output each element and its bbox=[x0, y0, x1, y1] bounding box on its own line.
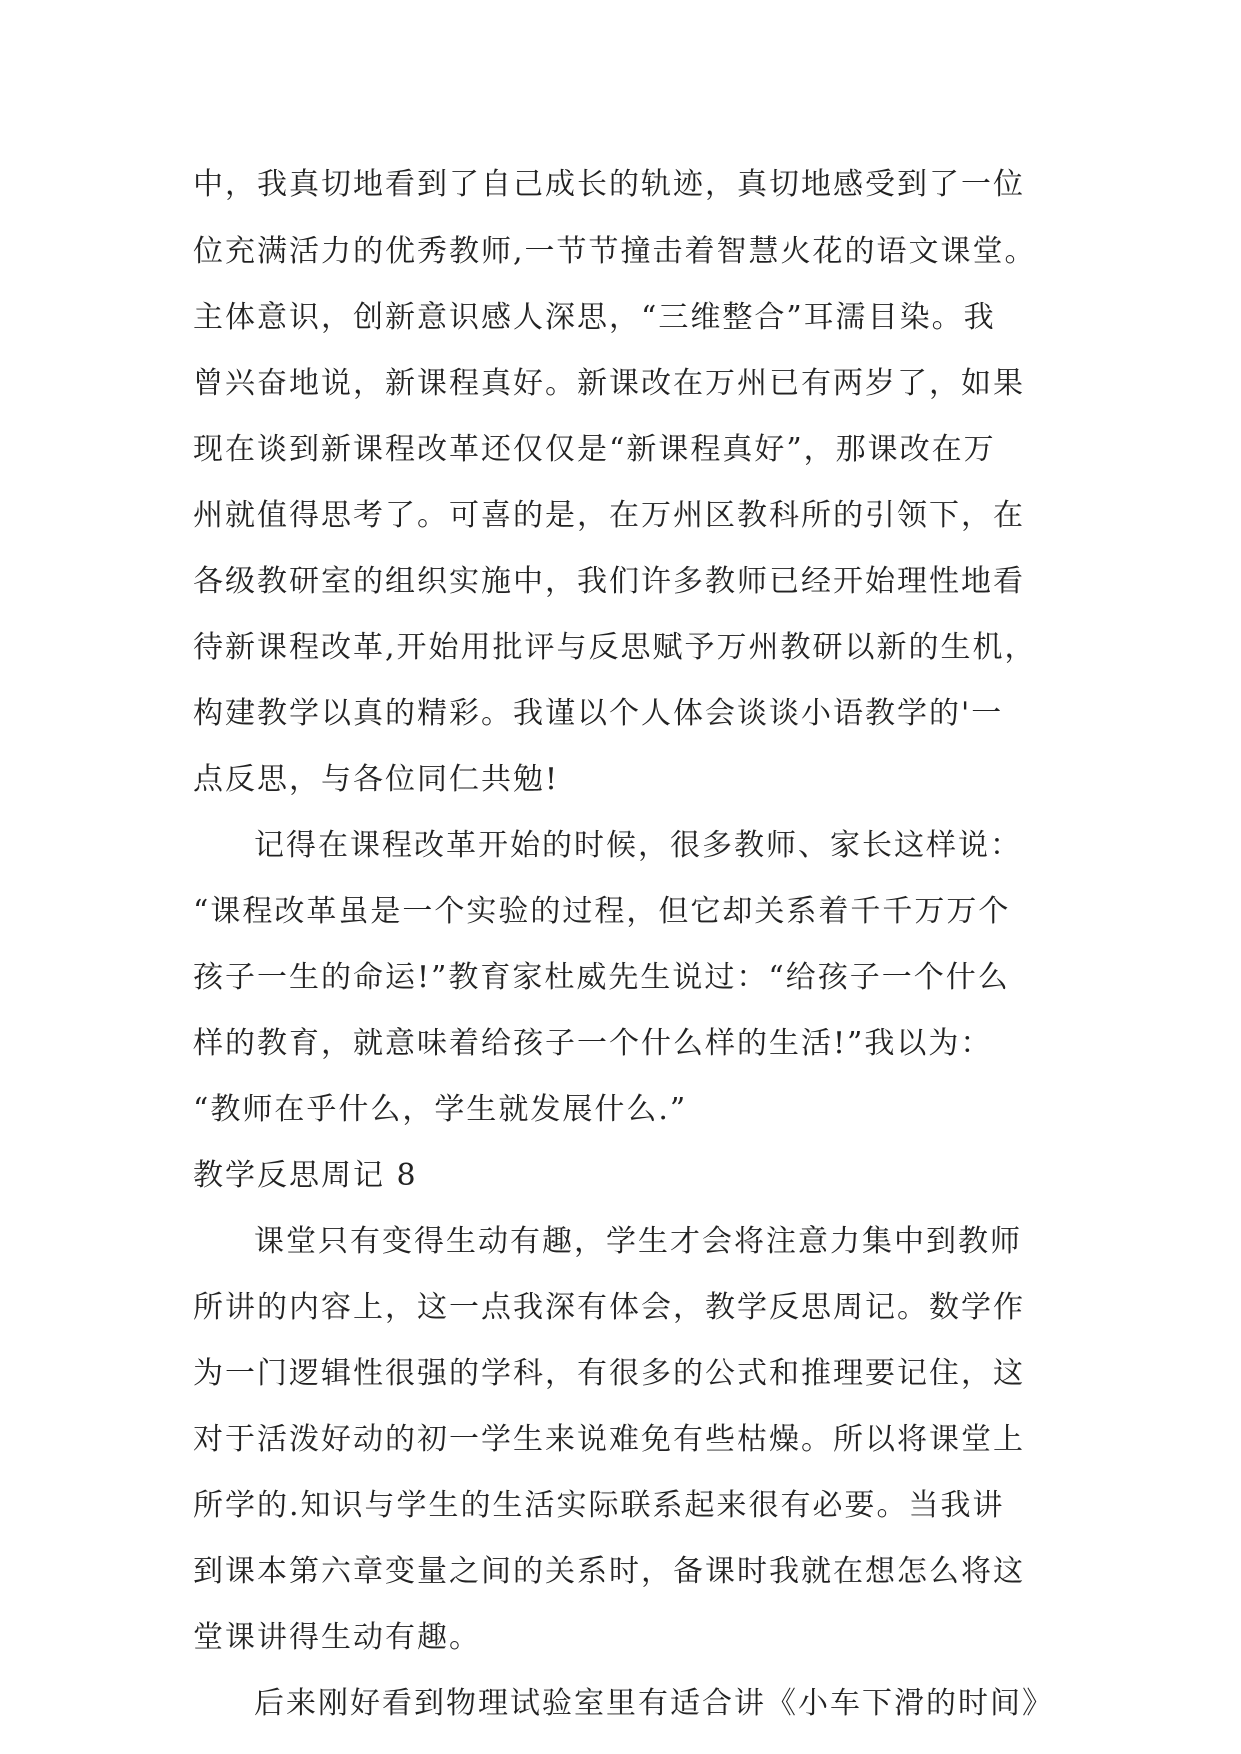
paragraph-start-line: 记得在课程改革开始的时候，很多教师、家长这样说： bbox=[254, 828, 1022, 863]
section-heading: 教学反思周记 8 bbox=[193, 1158, 418, 1193]
text-line: 州就值得思考了。可喜的是，在万州区教科所的引领下，在 bbox=[193, 498, 1025, 533]
text-line: 曾兴奋地说，新课程真好。新课改在万州已有两岁了，如果 bbox=[193, 366, 1025, 401]
text-line: 主体意识，创新意识感人深思，“三维整合”耳濡目染。我 bbox=[193, 300, 996, 335]
text-line: 中，我真切地看到了自己成长的轨迹，真切地感受到了一位 bbox=[193, 167, 1025, 202]
text-line: 到课本第六章变量之间的关系时，备课时我就在想怎么将这 bbox=[193, 1554, 1025, 1589]
text-line: 所讲的内容上，这一点我深有体会，教学反思周记。数学作 bbox=[193, 1290, 1025, 1325]
text-line: 位充满活力的优秀教师,一节节撞击着智慧火花的语文课堂。 bbox=[193, 234, 1037, 269]
text-line: “教师在乎什么，学生就发展什么.” bbox=[193, 1092, 688, 1127]
text-line: 现在谈到新课程改革还仅仅是“新课程真好”，那课改在万 bbox=[193, 432, 996, 467]
text-line: 构建教学以真的精彩。我谨以个人体会谈谈小语教学的'一 bbox=[193, 696, 1004, 731]
text-line: 对于活泼好动的初一学生来说难免有些枯燥。所以将课堂上 bbox=[193, 1422, 1025, 1457]
text-line: 堂课讲得生动有趣。 bbox=[193, 1620, 481, 1655]
text-line: 孩子一生的命运!”教育家杜威先生说过：“给孩子一个什么 bbox=[193, 960, 1010, 995]
paragraph-start-line: 课堂只有变得生动有趣，学生才会将注意力集中到教师 bbox=[254, 1224, 1022, 1259]
text-line: 点反思，与各位同仁共勉! bbox=[193, 762, 560, 797]
text-line: 所学的.知识与学生的生活实际联系起来很有必要。当我讲 bbox=[193, 1488, 1005, 1523]
paragraph-start-line: 后来刚好看到物理试验室里有适合讲《小车下滑的时间》 bbox=[254, 1686, 1054, 1721]
text-line: 样的教育，就意味着给孩子一个什么样的生活!”我以为： bbox=[193, 1026, 993, 1061]
text-line: 为一门逻辑性很强的学科，有很多的公式和推理要记住，这 bbox=[193, 1356, 1025, 1391]
text-line: “课程改革虽是一个实验的过程，但它却关系着千千万万个 bbox=[193, 894, 1011, 929]
text-line: 各级教研室的组织实施中，我们许多教师已经开始理性地看 bbox=[193, 564, 1025, 599]
text-line: 待新课程改革,开始用批评与反思赋予万州教研以新的生机， bbox=[193, 630, 1037, 665]
